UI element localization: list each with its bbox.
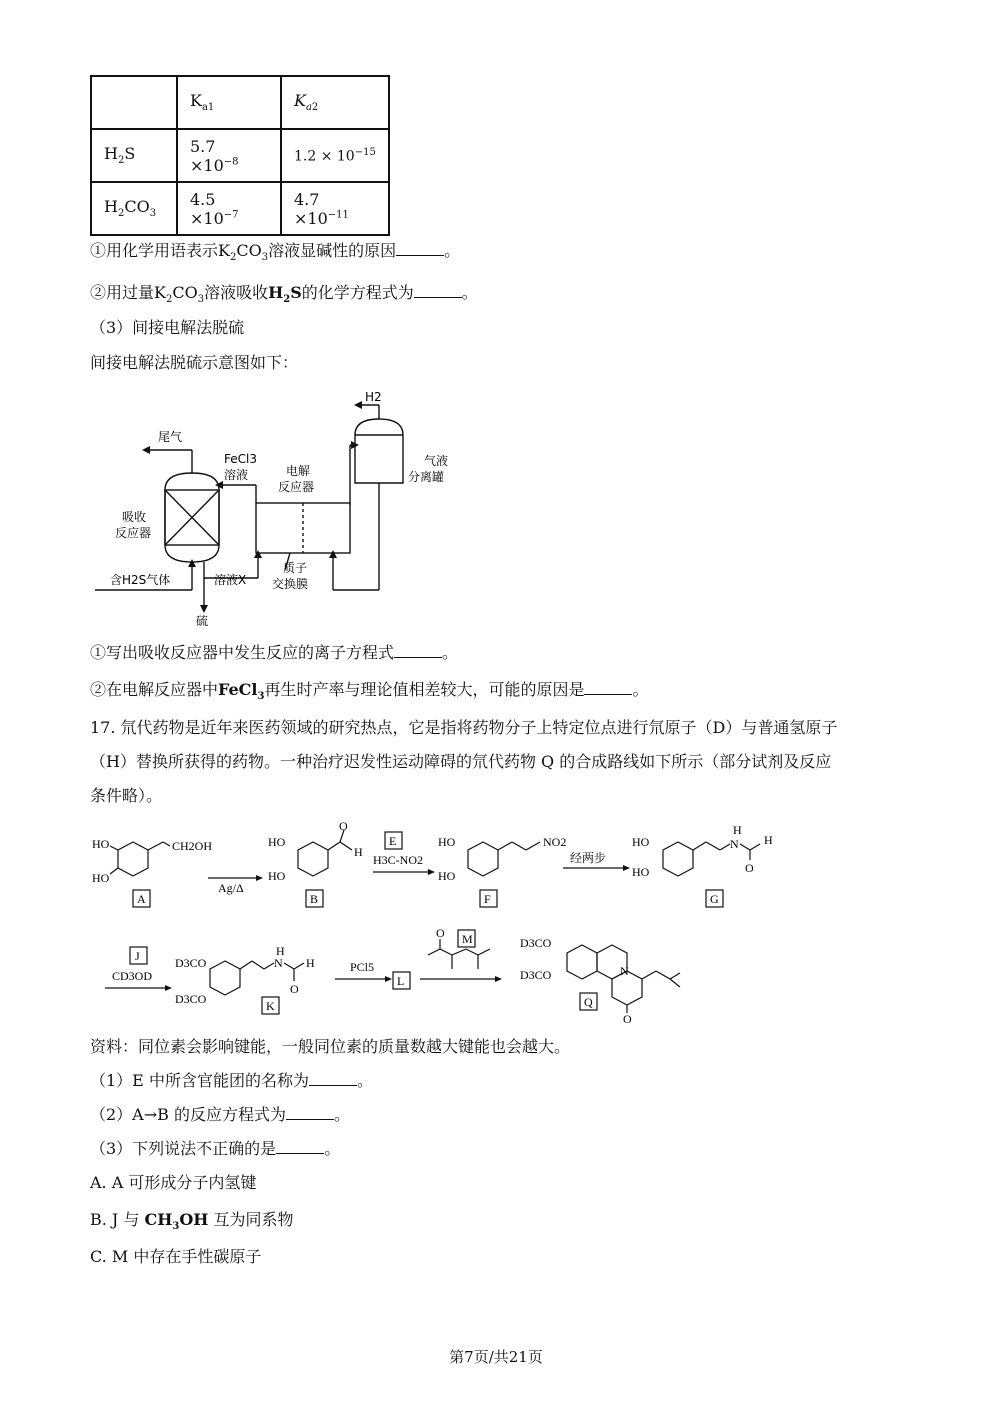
svg-text:HO: HO <box>92 871 110 885</box>
svg-text:吸收: 吸收 <box>122 510 147 524</box>
row-h2s-ka2: $1.2 \times 10^{-15}$ <box>281 129 389 182</box>
svg-text:CD3OD: CD3OD <box>112 969 153 983</box>
option-b: B. J 与 $CH_3OH$ 互为同系物 <box>90 1210 294 1233</box>
svg-text:H3C-NO2: H3C-NO2 <box>373 853 423 867</box>
ring-f <box>468 842 498 876</box>
q17-line3: 条件略）。 <box>90 786 163 805</box>
svg-text:HO: HO <box>632 865 650 879</box>
svg-text:M: M <box>462 932 473 946</box>
svg-text:HO: HO <box>632 835 650 849</box>
svg-text:电解: 电解 <box>286 464 311 478</box>
page-footer: 第7页/共21页 <box>449 1348 543 1366</box>
svg-text:K: K <box>266 999 275 1013</box>
q17-line2: （H）替换所获得的药物。一种治疗迟发性运动障碍的氘代药物 Q 的合成路线如下所示（部分试剂及反应 <box>90 752 832 771</box>
svg-text:H2: H2 <box>365 390 382 404</box>
row-h2co3-ka2: $4.7 \times 10^{-11}$ <box>281 182 389 235</box>
synthesis-scheme-row1 <box>88 820 788 915</box>
svg-text:HO: HO <box>92 837 110 851</box>
svg-text:H: H <box>764 833 773 847</box>
ring-g <box>663 842 693 876</box>
svg-text:溶液: 溶液 <box>224 468 249 482</box>
svg-text:D3CO: D3CO <box>520 936 552 950</box>
svg-text:经两步: 经两步 <box>570 851 607 865</box>
svg-text:E: E <box>389 834 397 848</box>
q16-2-2: ②用过量$K_2CO_3$溶液吸收$H_2S$的化学方程式为 。 <box>90 283 478 306</box>
svg-text:O: O <box>339 820 348 833</box>
svg-text:N: N <box>620 964 629 978</box>
svg-text:H: H <box>733 823 742 837</box>
svg-text:气液: 气液 <box>424 454 449 468</box>
q16-3-1: ①写出吸收反应器中发生反应的离子方程式 。 <box>90 643 459 662</box>
ring-b <box>298 842 328 876</box>
synthesis-scheme-row2 <box>100 925 720 1025</box>
svg-text:交换膜: 交换膜 <box>272 577 309 591</box>
svg-text:溶液X: 溶液X <box>214 573 247 587</box>
q17-line1: 17. 氘代药物是近年来医药领域的研究热点，它是指将药物分子上特定位点进行氘原子（D）与普通氢原子 <box>90 718 838 737</box>
q16-2-1: ①用化学用语表示$K_2CO_3$溶液显碱性的原因 。 <box>90 241 461 264</box>
svg-text:含H2S气体: 含H2S气体 <box>110 573 171 587</box>
info-text: 资料：同位素会影响键能，一般同位素的质量数越大键能也会越大。 <box>90 1037 571 1056</box>
header-ka1: $K_{a1}$ <box>177 76 281 129</box>
svg-text:HO: HO <box>438 869 456 883</box>
q17-3: （3）下列说法不正确的是 。 <box>90 1139 341 1158</box>
svg-text:O: O <box>745 861 754 875</box>
q16-3-intro: 间接电解法脱硫示意图如下： <box>90 353 299 372</box>
svg-text:质子: 质子 <box>283 561 308 575</box>
svg-text:N: N <box>730 837 739 851</box>
q16-3-title: （3）间接电解法脱硫 <box>90 318 245 337</box>
svg-text:硫: 硫 <box>196 614 209 628</box>
svg-text:HO: HO <box>268 835 286 849</box>
ring-q-aromatic <box>567 945 597 979</box>
ka-table <box>90 75 390 236</box>
svg-text:反应器: 反应器 <box>278 480 315 494</box>
svg-text:H: H <box>354 845 363 859</box>
svg-text:FeCl3: FeCl3 <box>224 452 257 466</box>
svg-text:D3CO: D3CO <box>175 956 207 970</box>
gas-liquid-separator <box>355 419 403 483</box>
svg-text:N: N <box>274 956 283 970</box>
svg-text:G: G <box>710 892 719 906</box>
svg-text:H: H <box>276 944 285 958</box>
svg-text:L: L <box>397 974 405 988</box>
electrolysis-diagram <box>90 385 470 630</box>
svg-text:D3CO: D3CO <box>520 968 552 982</box>
svg-text:O: O <box>623 1012 632 1025</box>
row-h2s-name: $H_2S$ <box>91 129 177 182</box>
svg-text:J: J <box>135 949 140 963</box>
svg-text:PCl5: PCl5 <box>350 960 375 974</box>
svg-text:O: O <box>290 982 299 996</box>
option-a: A. A 可形成分子内氢键 <box>90 1173 257 1192</box>
svg-text:Q: Q <box>584 995 593 1009</box>
svg-text:D3CO: D3CO <box>175 992 207 1006</box>
svg-text:尾气: 尾气 <box>158 430 183 444</box>
svg-text:F: F <box>484 892 491 906</box>
row-h2co3-name: $H_2CO_3$ <box>91 182 177 235</box>
ring-k <box>210 961 240 995</box>
table-corner <box>91 76 177 129</box>
q17-1: （1）E 中所含官能团的名称为 。 <box>90 1071 373 1090</box>
q16-3-2: ②在电解反应器中FeCl$_3$再生时产率与理论值相差较大，可能的原因是 。 <box>90 680 649 703</box>
svg-text:反应器: 反应器 <box>115 526 152 540</box>
svg-text:Ag/Δ: Ag/Δ <box>218 881 244 895</box>
svg-text:分离罐: 分离罐 <box>408 470 445 484</box>
option-c: C. M 中存在手性碳原子 <box>90 1247 262 1266</box>
q17-2: （2）A→B 的反应方程式为 。 <box>90 1105 351 1124</box>
svg-text:O: O <box>436 926 445 940</box>
row-h2co3-ka1: $4.5 \times 10^{-7}$ <box>177 182 281 235</box>
row-h2s-ka1: $5.7 \times 10^{-8}$ <box>177 129 281 182</box>
svg-text:HO: HO <box>438 835 456 849</box>
svg-text:H: H <box>306 956 315 970</box>
svg-text:HO: HO <box>268 869 286 883</box>
header-ka2: $K_{a2}$ <box>281 76 389 129</box>
svg-text:NO2: NO2 <box>543 835 567 849</box>
svg-text:B: B <box>310 892 319 906</box>
svg-text:CH2OH: CH2OH <box>172 839 213 853</box>
ring-a <box>118 842 148 876</box>
svg-text:A: A <box>137 892 146 906</box>
